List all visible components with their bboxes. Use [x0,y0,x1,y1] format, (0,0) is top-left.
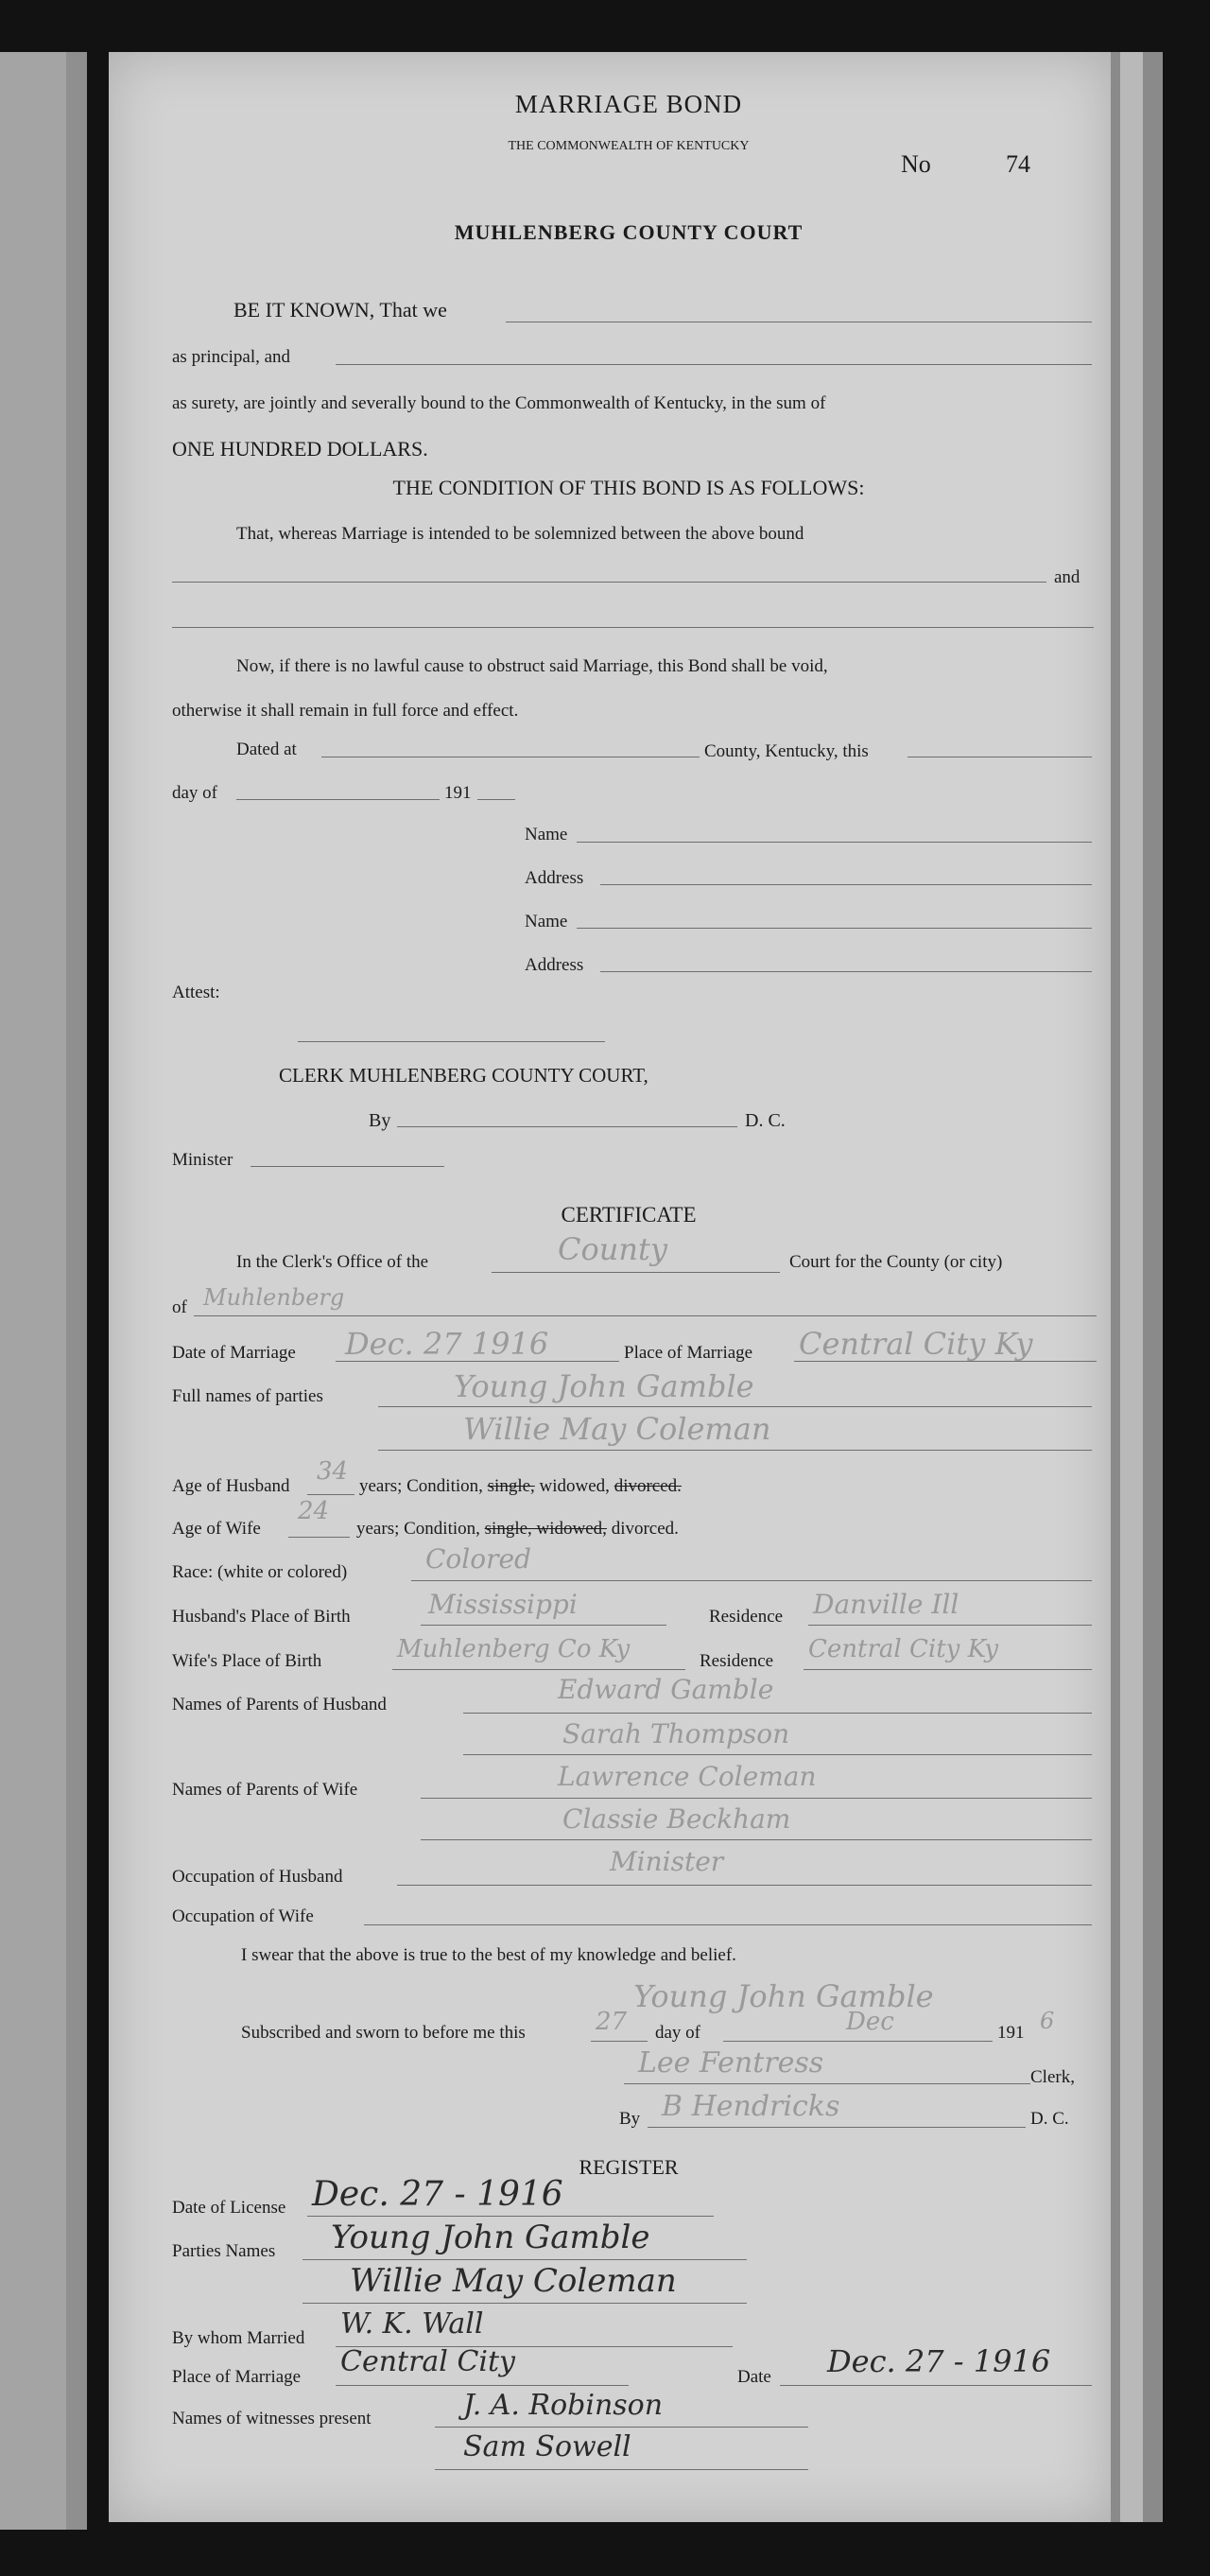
oath-text: I swear that the above is true to the best of my knowledge and belief. [241,1945,736,1965]
bond-number: 74 [1006,150,1030,178]
occupation-wife-label: Occupation of Wife [172,1906,314,1926]
office-value: County [558,1231,667,1267]
witness-1-value: J. A. Robinson [463,2389,664,2422]
age-husband-line [307,1494,354,1495]
date-of-license-value: Dec. 27 - 1916 [312,2175,563,2214]
occupation-wife-line [364,1924,1092,1925]
deputy-dc-label: D. C. [1030,2109,1069,2129]
occupation-husband-value: Minister [610,1846,724,1877]
document-title: MARRIAGE BOND [514,90,743,118]
by-line [397,1126,737,1127]
register-date-line [780,2385,1092,2386]
place-of-marriage-value: Central City Ky [799,1326,1033,1362]
bond-amount: ONE HUNDRED DOLLARS. [172,437,428,461]
as-surety-text: as surety, are jointly and severally bound to the Commonwealth of Kentucky, in the sum of [172,393,826,413]
wife-residence-label: Residence [700,1651,774,1671]
parties-names-label: Parties Names [172,2241,276,2261]
sworn-year-label: 191 [997,2023,1025,2043]
clerk-label: Clerk, [1030,2067,1075,2087]
husband-divorced-struck: divorced. [614,1476,682,1496]
wife-condition-prefix: years; Condition, [356,1519,480,1539]
parents-wife-line-2 [421,1839,1092,1840]
court-for-county-label: Court for the County (or city) [789,1252,1003,1272]
race-label: Race: (white or colored) [172,1562,348,1582]
year-191-label: 191 [444,783,472,803]
date-of-license-line [307,2216,714,2217]
party-2-value: Willie May Coleman [463,1411,771,1447]
date-of-license-label: Date of License [172,2198,286,2218]
by-whom-married-value: W. K. Wall [340,2307,484,2341]
day-of-label: day of [172,783,218,803]
condition-text: That, whereas Marriage is intended to be solemnized between the above bound [236,524,804,544]
clerk-signature-line [624,2083,1030,2084]
clerk-signature: Lee Fentress [638,2046,824,2080]
marriage-bond-document [109,52,1111,2522]
register-date-value: Dec. 27 - 1916 [827,2343,1051,2379]
attest-signature-line [298,1041,605,1042]
sworn-day-value: 27 [596,2008,628,2036]
surety-line [336,364,1092,365]
register-place-value: Central City [340,2345,515,2378]
applicant-signature: Young John Gamble [633,1978,934,2014]
name-label-2: Name [525,912,568,931]
wife-single-widowed-struck: single, widowed, [484,1519,607,1539]
day-of-line [236,799,440,800]
husband-birth-label: Husband's Place of Birth [172,1607,351,1627]
wife-residence-line [804,1669,1092,1670]
deputy-signature: B Hendricks [662,2090,840,2123]
full-names-label: Full names of parties [172,1386,323,1406]
witnesses-label: Names of witnesses present [172,2409,372,2428]
office-line [492,1272,780,1273]
full-names-line-2 [378,1450,1092,1451]
wife-birth-value: Muhlenberg Co Ky [397,1635,631,1663]
husband-residence-label: Residence [709,1607,784,1627]
sworn-month-value: Dec [846,2008,894,2036]
sworn-month-line [723,2041,993,2042]
race-line [411,1580,1092,1581]
parents-husband-line-2 [463,1754,1092,1755]
age-wife-value: 24 [298,1497,330,1525]
wife-father-value: Lawrence Coleman [558,1761,817,1792]
witnesses-line-2 [435,2469,808,2470]
age-wife-label: Age of Wife [172,1519,261,1539]
address-line-2 [600,971,1092,972]
sworn-year-value: 6 [1040,2008,1055,2034]
bond-number-label: No [901,150,931,178]
husband-birth-value: Mississippi [428,1589,578,1620]
clerks-office-label: In the Clerk's Office of the [236,1252,429,1272]
parents-wife-line-1 [421,1798,1092,1799]
of-county-value: Muhlenberg [203,1284,345,1311]
parties-names-line-1 [302,2259,747,2260]
wife-condition-label [356,1520,679,1538]
deputy-signature-line [648,2127,1026,2128]
name-line-2 [577,928,1092,929]
husband-father-value: Edward Gamble [558,1674,774,1705]
age-wife-line [288,1537,350,1538]
condition-heading: THE CONDITION OF THIS BOND IS AS FOLLOWS: [392,476,865,499]
parents-husband-line-1 [463,1713,1092,1714]
year-line [477,799,515,800]
subscribed-label: Subscribed and sworn to before me this [241,2023,526,2043]
deputy-by-label: By [619,2109,641,2129]
county-kentucky-label: County, Kentucky, this [704,741,869,761]
register-party-2: Willie May Coleman [350,2262,677,2300]
date-of-marriage-value: Dec. 27 1916 [345,1326,549,1362]
deputy-clerk-label: D. C. [745,1110,786,1131]
clerk-title: CLERK MUHLENBERG COUNTY COURT, [279,1064,648,1087]
of-county-label: of [172,1297,187,1317]
register-place-label: Place of Marriage [172,2367,302,2387]
minister-label: Minister [172,1150,233,1170]
name-line-1 [577,842,1092,843]
parties-names-line-2 [302,2303,747,2304]
party-1-value: Young John Gamble [454,1368,754,1404]
age-husband-value: 34 [317,1457,349,1486]
effect-clause: otherwise it shall remain in full force and effect. [172,701,519,721]
attest-label: Attest: [172,983,220,1002]
witness-2-value: Sam Sowell [463,2430,631,2463]
race-value: Colored [425,1543,531,1575]
address-label-1: Address [525,868,584,888]
minister-line [251,1166,444,1167]
register-party-1: Young John Gamble [331,2219,650,2256]
register-date-label: Date [737,2367,771,2387]
date-of-marriage-label: Date of Marriage [172,1343,296,1363]
husband-residence-value: Danville Ill [813,1589,959,1620]
address-label-2: Address [525,955,584,975]
parties-line [172,582,1046,583]
wife-birth-label: Wife's Place of Birth [172,1651,322,1671]
occupation-husband-line [397,1885,1092,1886]
sworn-day-line [591,2041,648,2042]
husband-mother-value: Sarah Thompson [562,1718,790,1749]
dated-at-label: Dated at [236,740,297,759]
wife-mother-value: Classie Beckham [562,1803,791,1835]
court-name: MUHLENBERG COUNTY COURT [454,220,804,244]
parties-line-2 [172,627,1094,628]
of-county-line [194,1315,1097,1316]
husband-single-struck: single, [487,1476,535,1496]
sworn-day-of-label: day of [655,2023,701,2043]
adjacent-page [0,52,87,2530]
full-names-line-1 [378,1406,1092,1407]
void-clause: Now, if there is no lawful cause to obstruct said Marriage, this Bond shall be void, [236,656,828,676]
wife-divorced: divorced. [611,1519,679,1539]
parents-wife-label: Names of Parents of Wife [172,1780,358,1800]
witnesses-line-1 [435,2427,808,2428]
wife-birth-line [392,1669,685,1670]
place-of-marriage-label: Place of Marriage [624,1343,753,1363]
certificate-heading: CERTIFICATE [561,1203,697,1227]
occupation-husband-label: Occupation of Husband [172,1867,343,1887]
by-whom-married-label: By whom Married [172,2328,305,2348]
document-subtitle: THE COMMONWEALTH OF KENTUCKY [508,139,750,153]
parents-husband-label: Names of Parents of Husband [172,1695,387,1714]
husband-widowed: widowed, [539,1476,610,1496]
as-principal-text: as principal, and [172,347,291,367]
age-husband-label: Age of Husband [172,1476,290,1496]
register-place-line [336,2385,629,2386]
name-label-1: Name [525,825,568,844]
address-line-1 [600,884,1092,885]
husband-birth-line [421,1625,666,1626]
binding-edge [1111,52,1163,2522]
and-text: and [1054,567,1080,587]
be-it-known-text: BE IT KNOWN, That we [233,298,447,322]
register-heading: REGISTER [579,2155,679,2179]
husband-residence-line [808,1625,1092,1626]
husband-condition-label [359,1477,682,1495]
wife-residence-value: Central City Ky [808,1635,999,1663]
by-label: By [369,1110,391,1131]
husband-condition-prefix: years; Condition, [359,1476,483,1496]
